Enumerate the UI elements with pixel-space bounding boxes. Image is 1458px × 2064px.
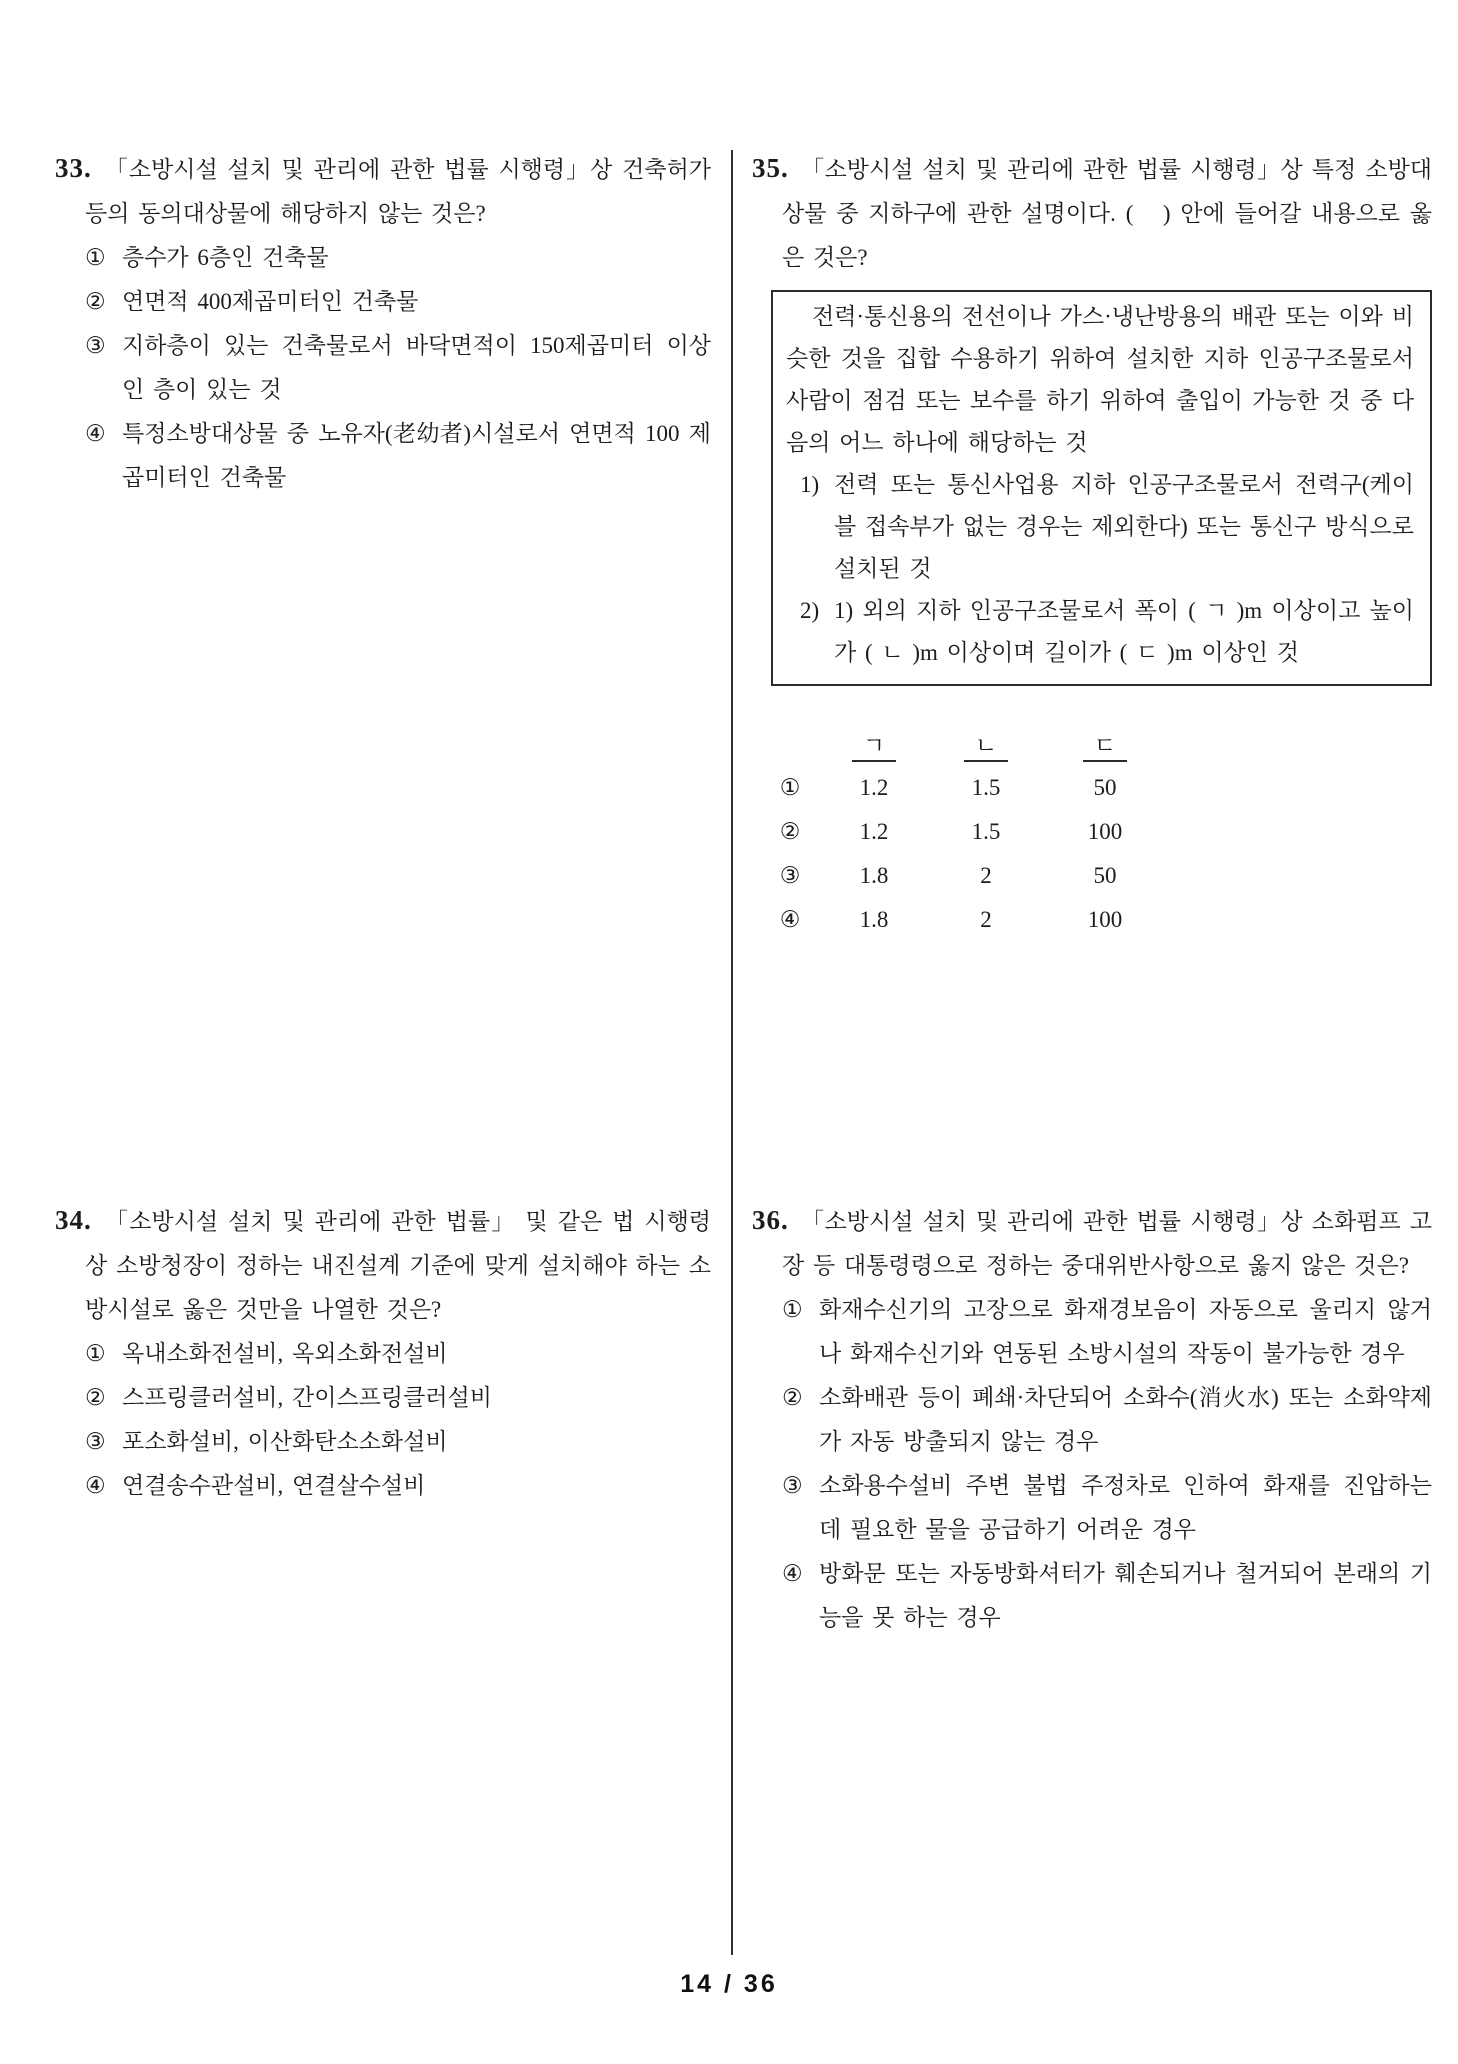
option-3-text: 포소화설비, 이산화탄소소화설비	[122, 1429, 448, 1454]
question-36-number: 36.	[752, 1205, 789, 1235]
row-1-giyeok: 1.2	[859, 775, 889, 800]
question-35	[752, 146, 1432, 942]
question-33-text: 「소방시설 설치 및 관리에 관한 법률 시행령」상 건축허가 등의 동의대상물에 해당하지 않는 것은?	[85, 157, 711, 226]
question-36-option-2	[782, 1376, 1432, 1464]
row-4-marker: ④	[779, 907, 801, 932]
passage-item-2	[800, 590, 1414, 674]
column-divider	[731, 150, 733, 1955]
question-35-stem	[752, 146, 1432, 280]
passage-item-1	[800, 464, 1414, 590]
question-35-text: 「소방시설 설치 및 관리에 관한 법률 시행령」상 특정 소방대상물 중 지하구에 관한 설명이다. ( ) 안에 들어갈 내용으로 옳은 것은?	[782, 157, 1432, 270]
question-34-option-2	[85, 1376, 711, 1420]
option-2-text: 연면적 400제곱미터인 건축물	[122, 289, 419, 314]
row-4-nieun: 2	[980, 907, 992, 932]
answer-table-row-4	[762, 898, 1432, 942]
option-2-marker: ②	[85, 289, 106, 314]
row-2-digeut: 100	[1087, 819, 1123, 844]
question-34-number: 34.	[55, 1205, 92, 1235]
row-4-giyeok: 1.8	[859, 907, 889, 932]
answer-table-row-2	[762, 810, 1432, 854]
option-1-text: 옥내소화전설비, 옥외소화전설비	[122, 1341, 448, 1366]
option-2-text: 소화배관 등이 폐쇄·차단되어 소화수(消火水) 또는 소화약제가 자동 방출되지 않는 경우	[819, 1385, 1432, 1454]
question-35-passage-box	[771, 290, 1432, 686]
question-33	[55, 146, 711, 500]
question-34	[55, 1198, 711, 1508]
option-2-marker: ②	[782, 1385, 803, 1410]
question-35-number: 35.	[752, 153, 789, 183]
row-1-nieun: 1.5	[971, 775, 1001, 800]
option-3-marker: ③	[85, 1429, 106, 1454]
option-3-marker: ③	[782, 1473, 803, 1498]
question-33-options	[55, 236, 711, 500]
option-1-text: 화재수신기의 고장으로 화재경보음이 자동으로 울리지 않거나 화재수신기와 연동된 소방시설의 작동이 불가능한 경우	[819, 1297, 1432, 1366]
option-4-marker: ④	[782, 1561, 803, 1586]
passage-intro: 전력·통신용의 전선이나 가스·냉난방용의 배관 또는 이와 비슷한 것을 집합 수용하기 위하여 설치한 지하 인공구조물로서 사람이 점검 또는 보수를 하기 위하여 출입이 가능한 것 중 다음의 어느 하나에 해당하는 것	[786, 304, 1414, 455]
passage-item-1-marker: 1)	[800, 472, 820, 497]
option-1-marker: ①	[85, 245, 106, 270]
question-33-option-2	[85, 280, 711, 324]
row-3-giyeok: 1.8	[859, 863, 889, 888]
header-nieun: ㄴ	[930, 733, 1042, 762]
answer-table-row-1	[762, 766, 1432, 810]
option-2-marker: ②	[85, 1385, 106, 1410]
option-4-text: 연결송수관설비, 연결살수설비	[122, 1473, 426, 1498]
question-34-option-3	[85, 1420, 711, 1464]
option-3-marker: ③	[85, 333, 106, 358]
option-1-text: 층수가 6층인 건축물	[122, 245, 329, 270]
question-36-options	[752, 1288, 1432, 1640]
question-36	[752, 1198, 1432, 1640]
answer-table-row-3	[762, 854, 1432, 898]
answer-table-header	[762, 712, 1432, 766]
option-4-marker: ④	[85, 1473, 106, 1498]
header-digeut: ㄷ	[1042, 733, 1168, 762]
option-1-marker: ①	[782, 1297, 803, 1322]
row-3-digeut: 50	[1093, 863, 1117, 888]
option-4-text: 특정소방대상물 중 노유자(老幼者)시설로서 연면적 100 제곱미터인 건축물	[122, 421, 711, 490]
option-4-text: 방화문 또는 자동방화셔터가 훼손되거나 철거되어 본래의 기능을 못 하는 경우	[819, 1561, 1432, 1630]
row-2-nieun: 1.5	[971, 819, 1001, 844]
option-2-text: 스프링클러설비, 간이스프링클러설비	[122, 1385, 492, 1410]
question-33-stem	[55, 146, 711, 236]
page-number: 14 / 36	[680, 1970, 778, 1998]
row-1-digeut: 50	[1093, 775, 1117, 800]
header-giyeok: ㄱ	[818, 733, 930, 762]
question-36-option-3	[782, 1464, 1432, 1552]
row-3-marker: ③	[779, 863, 801, 888]
passage-item-1-text: 전력 또는 통신사업용 지하 인공구조물로서 전력구(케이블 접속부가 없는 경우는 제외한다) 또는 통신구 방식으로 설치된 것	[834, 472, 1414, 581]
row-4-digeut: 100	[1087, 907, 1123, 932]
question-34-options	[55, 1332, 711, 1508]
passage-item-2-text: 1) 외의 지하 인공구조물로서 폭이 ( ㄱ )m 이상이고 높이가 ( ㄴ )m 이상이며 길이가 ( ㄷ )m 이상인 것	[834, 598, 1414, 665]
question-34-text: 「소방시설 설치 및 관리에 관한 법률」 및 같은 법 시행령상 소방청장이 정하는 내진설계 기준에 맞게 설치해야 하는 소방시설로 옳은 것만을 나열한 것은?	[85, 1209, 711, 1322]
option-4-marker: ④	[85, 421, 106, 446]
question-33-option-3	[85, 324, 711, 412]
question-33-option-4	[85, 412, 711, 500]
row-1-marker: ①	[779, 775, 801, 800]
option-3-text: 소화용수설비 주변 불법 주정차로 인하여 화재를 진압하는 데 필요한 물을 공급하기 어려운 경우	[819, 1473, 1432, 1542]
question-36-stem	[752, 1198, 1432, 1288]
question-33-number: 33.	[55, 153, 92, 183]
option-1-marker: ①	[85, 1341, 106, 1366]
question-36-option-1	[782, 1288, 1432, 1376]
option-3-text: 지하층이 있는 건축물로서 바닥면적이 150제곱미터 이상인 층이 있는 것	[122, 333, 711, 402]
question-36-option-4	[782, 1552, 1432, 1640]
row-2-giyeok: 1.2	[859, 819, 889, 844]
question-34-stem	[55, 1198, 711, 1332]
row-3-nieun: 2	[980, 863, 992, 888]
question-33-option-1	[85, 236, 711, 280]
question-36-text: 「소방시설 설치 및 관리에 관한 법률 시행령」상 소화펌프 고장 등 대통령령으로 정하는 중대위반사항으로 옳지 않은 것은?	[782, 1209, 1432, 1278]
question-34-option-1	[85, 1332, 711, 1376]
question-34-option-4	[85, 1464, 711, 1508]
passage-item-2-marker: 2)	[800, 598, 820, 623]
question-35-answer-table	[762, 712, 1432, 942]
row-2-marker: ②	[779, 819, 801, 844]
